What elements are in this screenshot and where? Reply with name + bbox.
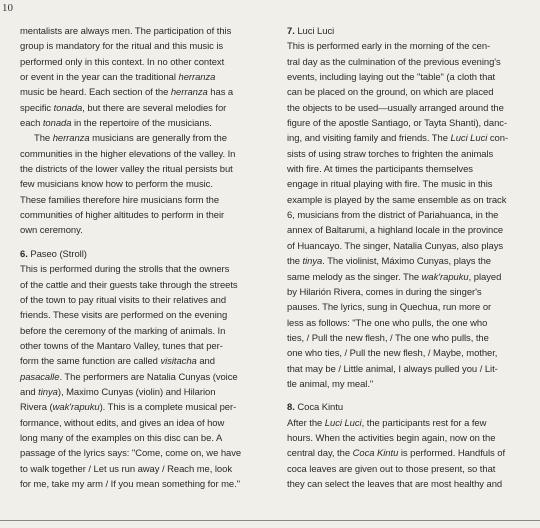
text-line: After the Luci Luci, the participants rest for a few <box>287 417 487 429</box>
text-line: of the town to pay ritual visits to their relatives and <box>20 294 227 306</box>
text-line: passage of the lyrics says: "Come, come on, we have <box>20 448 242 460</box>
text-line: pauses. The lyrics, sung in Quechua, run more or <box>287 302 492 314</box>
text-line: to walk together / Let us run away / Reach me, look <box>20 463 233 475</box>
text-line: same melody as the singer. The wak'rapuku, played <box>287 271 502 283</box>
text-line: each tonada in the repertoire of the musicians. <box>20 118 212 130</box>
text-line: long many of the examples on this disc can be. A <box>20 432 223 444</box>
text-line: engage in ritual playing with fire. The music in this <box>287 179 493 191</box>
text-line: communities in the higher elevations of the valley. In <box>20 148 236 160</box>
section-title: Paseo (Stroll) <box>30 248 87 260</box>
text-line: mentalists are always men. The participation of this <box>20 26 232 37</box>
text-line: less as follows: "The one who pulls, the one who <box>287 317 488 329</box>
text-line: figure of the apostle Santiago, or Tayta Shanti), danc- <box>287 118 508 130</box>
text-line: of the cattle and their guests take through the streets <box>20 279 238 291</box>
text-line: The herranza musicians are generally from the <box>34 133 227 145</box>
text-line: ties, / Pull the new flesh, / The one who pulls, the <box>287 332 489 344</box>
left-column <box>20 24 275 492</box>
bottom-rule <box>0 520 540 521</box>
text-line: pasacalle. The performers are Natalia Cunyas (voice <box>20 371 238 383</box>
paragraph-gap <box>287 392 525 400</box>
text-line: the districts of the lower valley the ritual persists but <box>20 164 233 176</box>
text-line: of Huancayo. The singer, Natalia Cunyas, also plays <box>287 240 504 252</box>
text-line: annex of Baltarumi, a highland locale in the province <box>287 225 504 237</box>
right-column <box>287 24 525 492</box>
text-line: tral day as the culmination of the previous evening's <box>287 56 501 68</box>
text-line: before the ceremony of the marking of animals. In <box>20 325 226 337</box>
text-line: example is played by the same ensemble as on track <box>287 194 507 206</box>
text-line: 6, musicians from the district of Pariahuanca, in the <box>287 210 499 222</box>
text-line: events, including laying out the "table" (a cloth that <box>287 72 496 84</box>
text-line: ing, and visiting family and friends. The Luci Luci con- <box>287 133 509 145</box>
section-title: Luci Luci <box>297 26 335 37</box>
text-line: hours. When the activities begin again, now on the <box>287 432 496 444</box>
text-line: tle animal, my meal." <box>287 378 374 390</box>
text-line: own ceremony. <box>20 225 83 237</box>
text-line: performed only in this context. In no other context <box>20 56 225 68</box>
text-line: few musicians know how to perform the music. <box>20 179 213 191</box>
text-line: for me, take my arm / If you mean something for me." <box>20 478 240 490</box>
text-line: This is performed early in the morning of the cen- <box>287 41 491 53</box>
text-line: or event in the year can the traditional herranza <box>20 72 216 84</box>
text-line: friends. These visits are performed on the evening <box>20 310 228 322</box>
page-number: 10 <box>2 2 13 14</box>
text-line: one who ties, / Pull the new flesh, / Maybe, mother, <box>287 348 498 360</box>
text-line: music be heard. Each section of the herranza has a <box>20 87 234 99</box>
text-line: other towns of the Mantaro Valley, tunes that per- <box>20 340 223 352</box>
section-title: Coca Kintu <box>297 402 344 414</box>
text-line: coca leaves are given out to those present, so that <box>287 463 496 475</box>
text-line: central day, the Coca Kintu is performed. Handfuls of <box>287 448 506 460</box>
text-line: sists of using straw torches to frighten the animals <box>287 148 494 160</box>
text-line: the objects to be used—usually arranged around the <box>287 102 504 114</box>
section-number: 8. <box>287 402 295 414</box>
text-line: formance, without edits, and gives an idea of how <box>20 417 225 429</box>
section-number: 7. <box>287 26 295 37</box>
text-line: the tinya. The violinist, Máximo Cunyas, plays the <box>287 256 492 268</box>
text-line: form the same function are called visitacha and <box>20 356 215 368</box>
text-line: they can select the leaves that are most healthy and <box>287 478 503 490</box>
text-line: communities of higher altitudes to perform in their <box>20 210 225 222</box>
section-heading <box>287 400 525 415</box>
text-line: This is performed during the strolls that the owners <box>20 264 230 276</box>
section-heading <box>287 24 525 39</box>
text-line: and tinya), Maximo Cunyas (violin) and Hilarion <box>20 386 216 398</box>
text-line: specific tonada, but there are several melodies for <box>20 102 227 114</box>
paragraph-gap <box>20 239 275 247</box>
text-line: can be placed on the ground, on which are placed <box>287 87 494 99</box>
text-line: that may be / Little animal, I always pulled you / Lit- <box>287 363 498 375</box>
section-number: 6. <box>20 248 28 260</box>
text-line: Rivera (wak'rapuku). This is a complete musical per- <box>20 402 237 414</box>
text-line: by Hilarión Rivera, comes in during the singer's <box>287 286 482 298</box>
text-line: group is mandatory for the ritual and this music is <box>20 41 224 53</box>
section-heading <box>20 247 275 262</box>
text-line: These families therefore hire musicians form the <box>20 194 220 206</box>
text-line: with fire. At times the participants themselves <box>287 164 473 176</box>
